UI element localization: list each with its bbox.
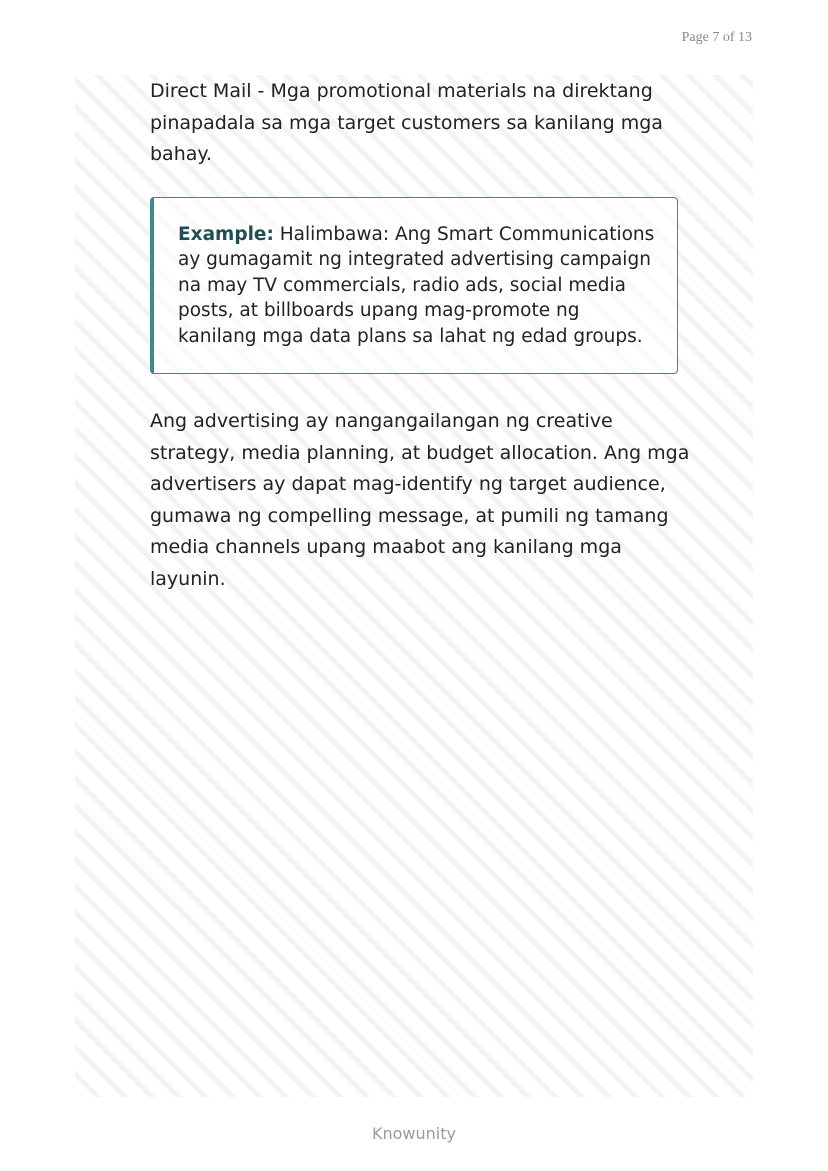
example-callout xyxy=(150,197,678,375)
example-text xyxy=(178,222,657,350)
example-body: Halimbawa: Ang Smart Communications ay gumagamit ng integrated advertising campaign na may TV commercials, radio ads, social media posts, at billboards upang mag-promote ng kanilang mga data plans sa lahat ng edad groups. xyxy=(178,223,655,347)
example-label: Example: xyxy=(178,223,274,245)
closing-paragraph: Ang advertising ay nangangailangan ng creative strategy, media planning, at budget allocation. Ang mga advertisers ay dapat mag-identify ng target audience, gumawa ng compelling message, at pumili ng tamang media channels upang maabot ang kanilang mga layunin. xyxy=(150,410,690,590)
page-content xyxy=(150,76,690,595)
intro-paragraph: Direct Mail - Mga promotional materials na direktang pinapadala sa mga target customers sa kanilang mga bahay. xyxy=(150,80,663,165)
footer-brand: Knowunity xyxy=(372,1124,456,1143)
page-number: Page 7 of 13 xyxy=(681,30,752,45)
